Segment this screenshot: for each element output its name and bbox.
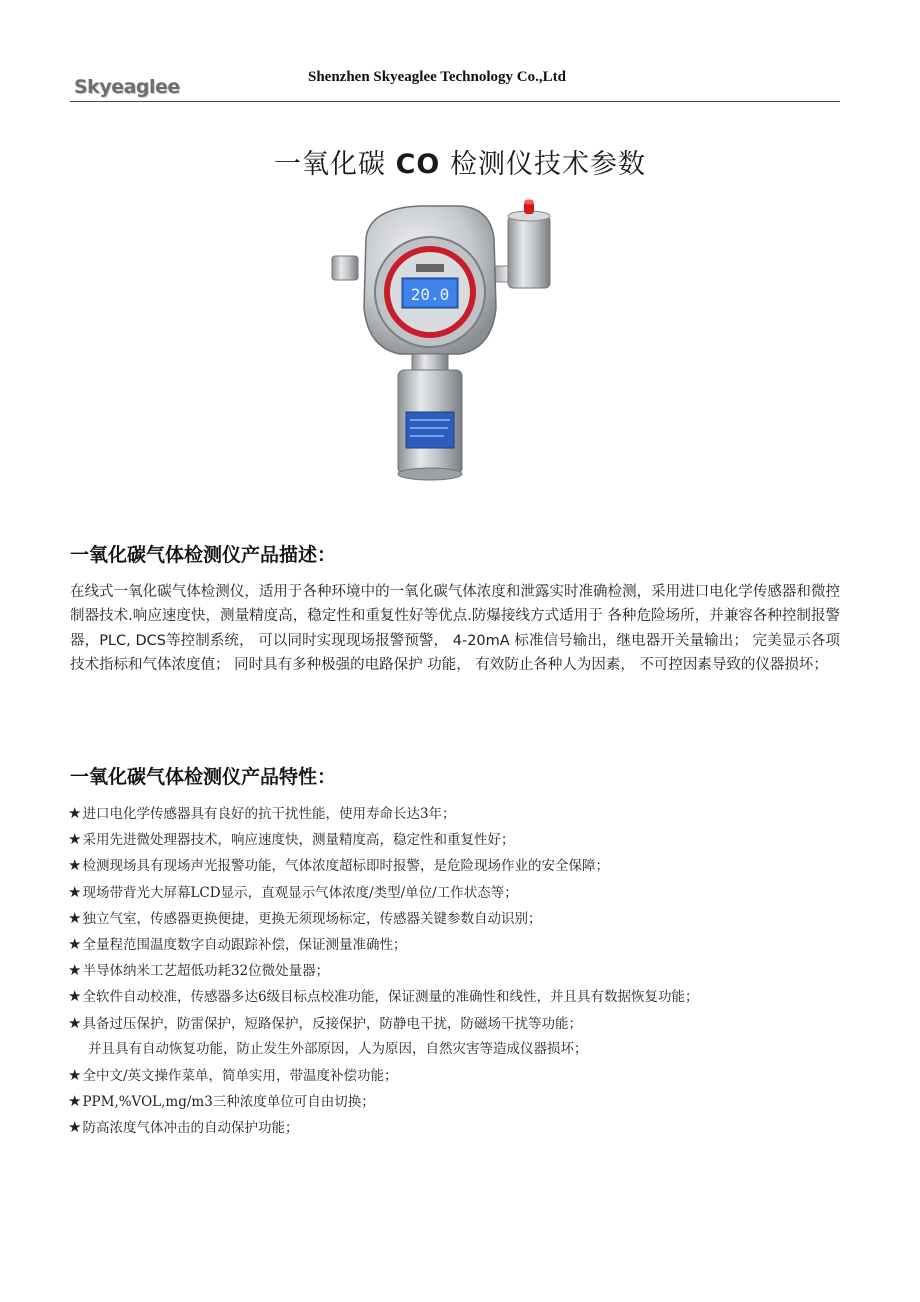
feature-text: 进口电化学传感器具有良好的抗干扰性能，使用寿命长达3年； [82, 806, 456, 822]
star-bullet-icon: ★ [68, 908, 82, 927]
page-title [0, 142, 920, 181]
star-bullet-icon: ★ [68, 1013, 82, 1032]
feature-text: 采用先进微处理器技术，响应速度快，测量精度高，稳定性和重复性好； [82, 832, 515, 849]
feature-item [68, 1088, 858, 1114]
page-header [70, 66, 840, 102]
star-bullet-icon: ★ [68, 830, 82, 849]
title-model: CO [395, 149, 441, 180]
feature-text: 具备过压保护，防雷保护，短路保护，反接保护，防静电干扰，防磁场干扰等功能； [82, 1015, 582, 1032]
feature-item [68, 879, 858, 905]
title-suffix: 检测仪技术参数 [440, 149, 646, 180]
feature-text: 独立气室，传感器更换便捷，更换无须现场标定，传感器关键参数自动识别； [82, 910, 542, 927]
star-bullet-icon: ★ [68, 961, 82, 980]
star-bullet-icon: ★ [68, 1118, 82, 1137]
feature-text: 全中文/英文操作菜单，简单实用，带温度补偿功能； [82, 1067, 398, 1084]
description-heading: 一氧化碳气体检测仪产品描述： [70, 544, 337, 566]
title-prefix: 一氧化碳 [274, 149, 396, 180]
feature-item [68, 800, 858, 826]
feature-item [68, 1062, 858, 1088]
feature-text: 半导体纳米工艺超低功耗32位微处量器； [82, 963, 330, 980]
feature-item [68, 957, 858, 983]
feature-item [68, 931, 858, 957]
feature-text: 全量程范围温度数字自动跟踪补偿，保证测量准确性； [82, 936, 407, 953]
lcd-reading: 20.0 [410, 285, 450, 304]
gas-detector-image [330, 198, 570, 488]
feature-text: 现场带背光大屏幕LCD显示，直观显示气体浓度/类型/单位/工作状态等； [82, 884, 518, 901]
description-text: 在线式一氧化碳气体检测仪，适用于各种环境中的一氧化碳气体浓度和泄露实时准确检测，采用进口电化学传感器和微控制器技术.响应速度快，测量精度高，稳定性和重复性好等优点.防爆接线方式适用于 各种危险场所，并兼容各种控制报警器，PLC, DCS等控制系统， 可以同时实现现场报警预警， 4-20mA 标准信号输出，继电器开关量输出； 完美显示各项技术指标和气体浓度值； 同时具有多种极强的电路保护 功能， 有效防止各种人为因素， 不可控因素导致的仪器损坏； [70, 584, 840, 673]
star-bullet-icon: ★ [68, 804, 82, 822]
feature-text: 防高浓度气体冲击的自动保护功能； [82, 1120, 299, 1137]
feature-item [68, 826, 858, 852]
feature-text: PPM,%VOL,mg/m3三种浓度单位可自由切换； [82, 1094, 375, 1111]
header-rule [70, 101, 840, 102]
feature-item [68, 1114, 858, 1140]
star-bullet-icon: ★ [68, 1092, 82, 1111]
star-bullet-icon: ★ [68, 934, 82, 953]
product-photo [330, 198, 570, 488]
feature-item [68, 983, 858, 1009]
features-list [68, 800, 858, 1140]
star-bullet-icon: ★ [68, 987, 82, 1006]
feature-text: 全软件自动校准，传感器多达6级目标点校准功能，保证测量的准确性和线性，并且具有数据恢复功能； [82, 989, 699, 1006]
feature-item [68, 905, 858, 931]
feature-text: 并且具有自动恢复功能，防止发生外部原因，人为原因，自然灾害等造成仪器损坏； [88, 1040, 588, 1057]
company-name: Shenzhen Skyeaglee Technology Co.,Ltd [308, 69, 566, 85]
star-bullet-icon: ★ [68, 882, 82, 901]
company-logo: Skyeaglee [74, 76, 180, 98]
star-bullet-icon: ★ [68, 1065, 82, 1084]
feature-item [68, 1036, 858, 1062]
feature-text: 检测现场具有现场声光报警功能，气体浓度超标即时报警，是危险现场作业的安全保障； [82, 858, 609, 875]
feature-item [68, 852, 858, 878]
feature-item [68, 1010, 858, 1036]
features-heading: 一氧化碳气体检测仪产品特性： [70, 766, 337, 788]
star-bullet-icon: ★ [68, 856, 82, 875]
